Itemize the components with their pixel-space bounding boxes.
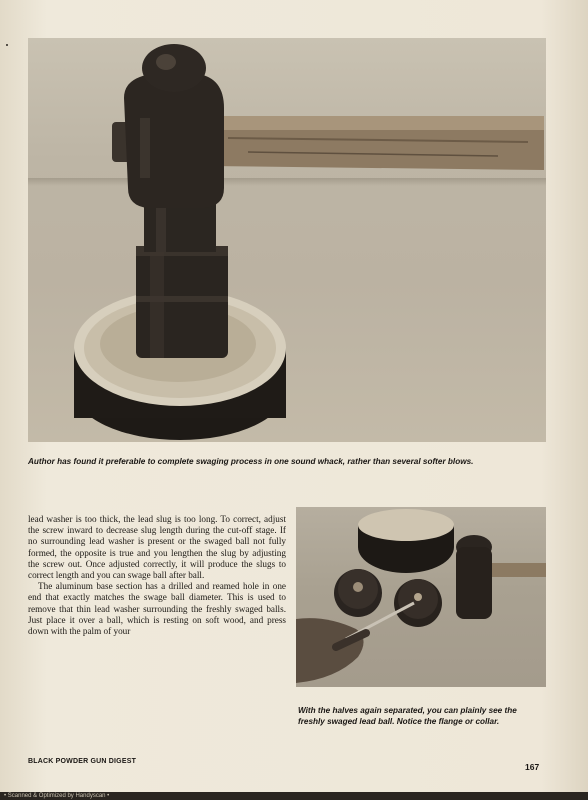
top-photo-caption: Author has found it preferable to complete swaging process in one sound whack, rather than several softer blows. xyxy=(28,457,474,466)
swage-halves-photo xyxy=(296,507,546,687)
body-paragraph-1: lead washer is too thick, the lead slug is too long. To correct, adjust the screw inward to decrease slug length during the cut-off stage. If no surrounding lead washer is present or the swaged ball not fully formed, the opposite is true and you lengthen the slug by adjusting the screw out. Once adjusted correctly, it will produce the slugs to correct length and you can swage ball after ball. xyxy=(28,514,286,581)
scan-speck xyxy=(6,44,8,46)
body-paragraph-2: The aluminum base section has a drilled and reamed hole in one end that exactly matches the swage ball diameter. This is used to remove that thin lead washer surrounding the freshly swaged balls. Just place it over a ball, which is resting on soft wood, and press down with the palm of your xyxy=(28,581,286,637)
scan-credit: • Scanned & Optimized by Handyscan • xyxy=(4,793,110,799)
hammer-swage-illustration xyxy=(28,38,546,442)
bottom-photo-caption: With the halves again separated, you can plainly see the freshly swaged lead ball. Notice the flange or collar. xyxy=(298,706,517,726)
swage-halves-illustration xyxy=(296,507,546,687)
hammer-swage-photo xyxy=(28,38,546,442)
article-body xyxy=(28,514,286,637)
page-number: 167 xyxy=(525,762,540,772)
publication-title: BLACK POWDER GUN DIGEST xyxy=(28,758,137,765)
